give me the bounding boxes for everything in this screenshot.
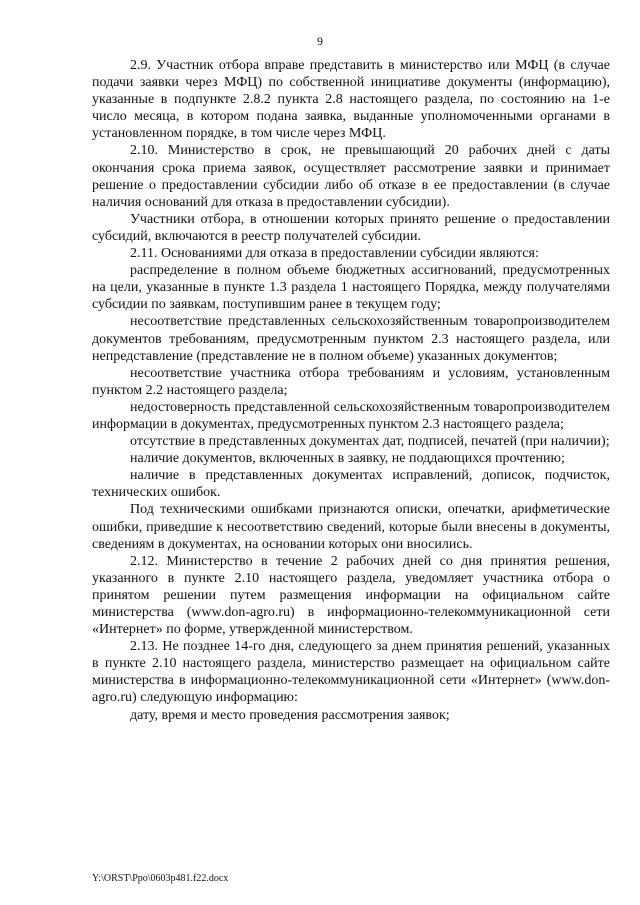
paragraph-2-12: 2.12. Министерство в течение 2 рабочих дней со дня принятия решения, указанного в пункте 2.10 настоящего раздела, уведомляет участника отбора о принятом решении путем размещения информации на официальном сайте министерства (www.don-agro.ru) в информационно-телекоммуникационной сети «Интернет» по форме, утвержденной министерством.: [92, 553, 610, 638]
list-item-unreadable-docs: наличие документов, включенных в заявку, не поддающихся прочтению;: [130, 451, 565, 467]
list-item-noncompliance-docs: несоответствие представленных сельскохозяйственным товаропроизводителем документов требованиям, предусмотренным пунктом 2.3 настоящего раздела, или непредставление (представление не в полном объеме) указанных документов;: [92, 314, 610, 364]
document-body: [92, 57, 610, 724]
paragraph-technical-errors: Под техническими ошибками признаются описки, опечатки, арифметические ошибки, приведшие к несоответствию сведений, которые были внесены в документы, сведениям в документах, на основании которых они вносились.: [92, 502, 610, 552]
list-item-allocation: распределение в полном объеме бюджетных ассигнований, предусмотренных на цели, указанные в пункте 1.3 раздела 1 настоящего Порядка, между получателями субсидии по заявкам, поступившим ранее в текущем году;: [92, 263, 610, 313]
list-item-noncompliance-participant: несоответствие участника отбора требованиям и условиям, установленным пунктом 2.2 настоящего раздела;: [92, 365, 610, 398]
paragraph-2-10: 2.10. Министерство в срок, не превышающий 20 рабочих дней с даты окончания срока приема заявок, осуществляет рассмотрение заявки и принимает решение о предоставлении субсидии либо об отказе в ее предоставлении (в случае наличия оснований для отказа в предоставлении субсидии).: [92, 143, 610, 210]
paragraph-2-11: 2.11. Основаниями для отказа в предоставлении субсидии являются:: [130, 246, 539, 262]
paragraph-2-9: 2.9. Участник отбора вправе представить в министерство или МФЦ (в случае подачи заявки через МФЦ) по собственной инициативе документы (информацию), указанные в подпункте 2.8.2 пункта 2.8 настоящего раздела, по состоянию на 1-е число месяца, в котором подана заявка, выданные уполномоченными органами в установленном порядке, в том числе через МФЦ.: [92, 58, 610, 142]
file-path-footer: Y:\ORST\Ppo\0603p481.f22.docx: [92, 873, 229, 884]
paragraph-registry: Участники отбора, в отношении которых принято решение о предоставлении субсидий, включаются в реестр получателей субсидии.: [92, 211, 610, 244]
list-item-unreliable-info: недостоверность представленной сельскохозяйственным товаропроизводителем информации в документах, предусмотренных пунктом 2.3 настоящего раздела;: [92, 399, 610, 432]
list-item-corrections: наличие в представленных документах исправлений, дописок, подчисток, технических ошибок.: [92, 468, 610, 501]
list-item-missing-dates: отсутствие в представленных документах дат, подписей, печатей (при наличии);: [130, 434, 610, 450]
list-item-date-time-place: дату, время и место проведения рассмотрения заявок;: [130, 707, 450, 723]
paragraph-2-13: 2.13. Не позднее 14-го дня, следующего за днем принятия решений, указанных в пункте 2.10 настоящего раздела, министерство размещает на официальном сайте министерства в информационно-телекоммуникационной сети «Интернет» (www.don-agro.ru) следующую информацию:: [92, 639, 610, 706]
page-number: 9: [317, 34, 323, 48]
